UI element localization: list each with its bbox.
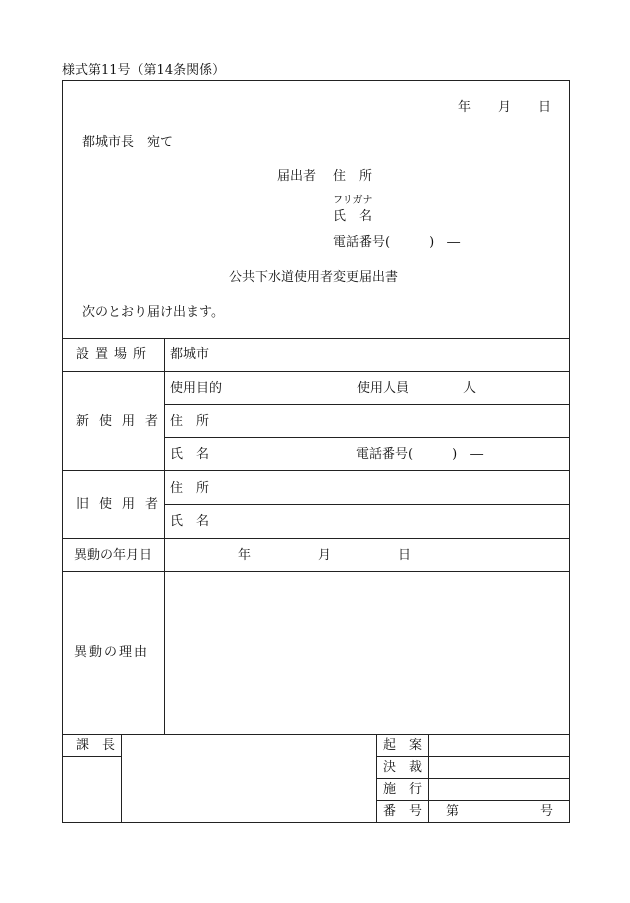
- office-divider: [62, 756, 121, 757]
- new-user-persons-label: 使用人員: [357, 381, 410, 396]
- enforced-label: 施 行: [383, 782, 423, 797]
- label-column-divider: [164, 338, 165, 734]
- applicant-name-label: 氏 名: [333, 209, 373, 224]
- applicant-address-label: 住 所: [333, 169, 373, 184]
- office-divider: [376, 800, 570, 801]
- office-divider: [376, 756, 570, 757]
- row-divider: [62, 470, 570, 471]
- row-divider: [62, 734, 570, 735]
- number-prefix: 第: [446, 804, 460, 819]
- reason-label: 異動の理由: [74, 645, 150, 660]
- applicant-phone-label: 電話番号( ) ―: [333, 235, 461, 250]
- new-user-address-label: 住 所: [170, 414, 210, 429]
- change-date-label: 異動の年月日: [74, 548, 153, 563]
- new-user-label: 新使用者: [76, 414, 169, 429]
- new-user-phone-label: 電話番号( ) ―: [356, 447, 484, 462]
- drafted-label: 起 案: [383, 738, 423, 753]
- date-year: 年: [458, 100, 472, 115]
- office-divider: [121, 734, 122, 823]
- row-divider: [62, 371, 570, 372]
- location-value: 都城市: [170, 347, 210, 362]
- office-divider: [376, 778, 570, 779]
- decided-label: 決 裁: [383, 760, 423, 775]
- row-divider: [62, 338, 570, 339]
- old-user-label: 旧使用者: [76, 497, 169, 512]
- number-suffix: 号: [540, 804, 554, 819]
- number-label: 番 号: [383, 804, 423, 819]
- row-divider: [164, 504, 570, 505]
- location-label: 設置場所: [76, 347, 153, 362]
- date-day: 日: [538, 100, 552, 115]
- date-month: 月: [498, 100, 512, 115]
- old-user-address-label: 住 所: [170, 481, 210, 496]
- row-divider: [62, 571, 570, 572]
- new-user-purpose-label: 使用目的: [170, 381, 223, 396]
- applicant-label: 届出者: [277, 169, 317, 184]
- addressee: 都城市長 宛て: [82, 135, 174, 150]
- form-title: 公共下水道使用者変更届出書: [229, 270, 399, 285]
- form-frame: [62, 80, 570, 823]
- row-divider: [164, 437, 570, 438]
- row-divider: [62, 538, 570, 539]
- old-user-name-label: 氏 名: [170, 514, 210, 529]
- intro-text: 次のとおり届け出ます。: [82, 305, 224, 320]
- change-date-day: 日: [398, 548, 412, 563]
- new-user-name-label: 氏 名: [170, 447, 210, 462]
- new-user-persons-unit: 人: [463, 381, 477, 396]
- section-chief-label: 課 長: [76, 738, 116, 753]
- change-date-month: 月: [318, 548, 332, 563]
- form-number: 様式第11号（第14条関係）: [62, 63, 226, 78]
- applicant-furigana: フリガナ: [333, 195, 373, 206]
- row-divider: [164, 404, 570, 405]
- change-date-year: 年: [238, 548, 252, 563]
